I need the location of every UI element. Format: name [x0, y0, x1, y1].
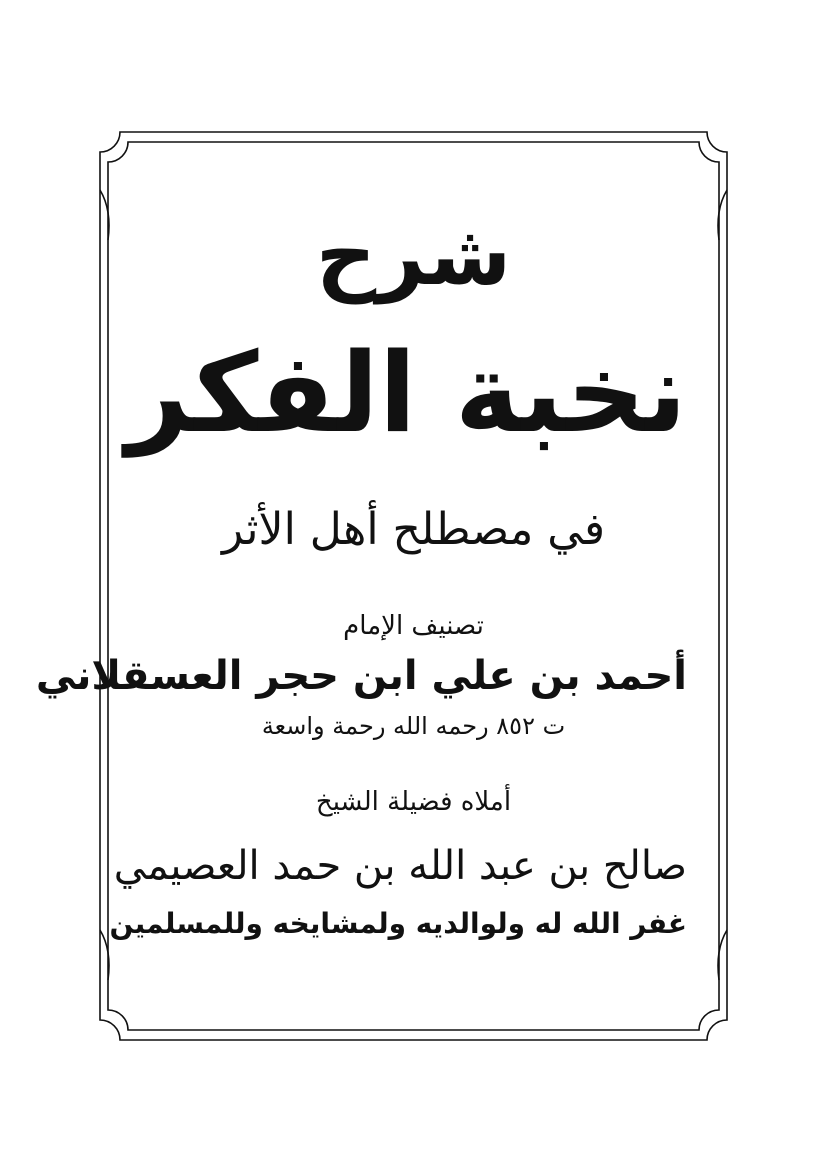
author-death-note: ت ٨٥٢ رحمه الله رحمة واسعة [261, 712, 566, 740]
dictator-prayer: غفر الله له ولوالديه ولمشايخه وللمسلمين [109, 907, 687, 940]
cover-title-top: شرح [315, 206, 512, 304]
dictator-label: أملاه فضيلة الشيخ [315, 787, 512, 817]
author-name: أحمد بن علي ابن حجر العسقلاني [35, 653, 687, 699]
cover-subtitle: في مصطلح أهل الأثر [221, 504, 606, 555]
author-label: تصنيف الإمام [343, 611, 484, 641]
cover-title-main: نخبة الفكر [125, 329, 687, 457]
dictator-name: صالح بن عبد الله بن حمد العصيمي [113, 843, 687, 889]
